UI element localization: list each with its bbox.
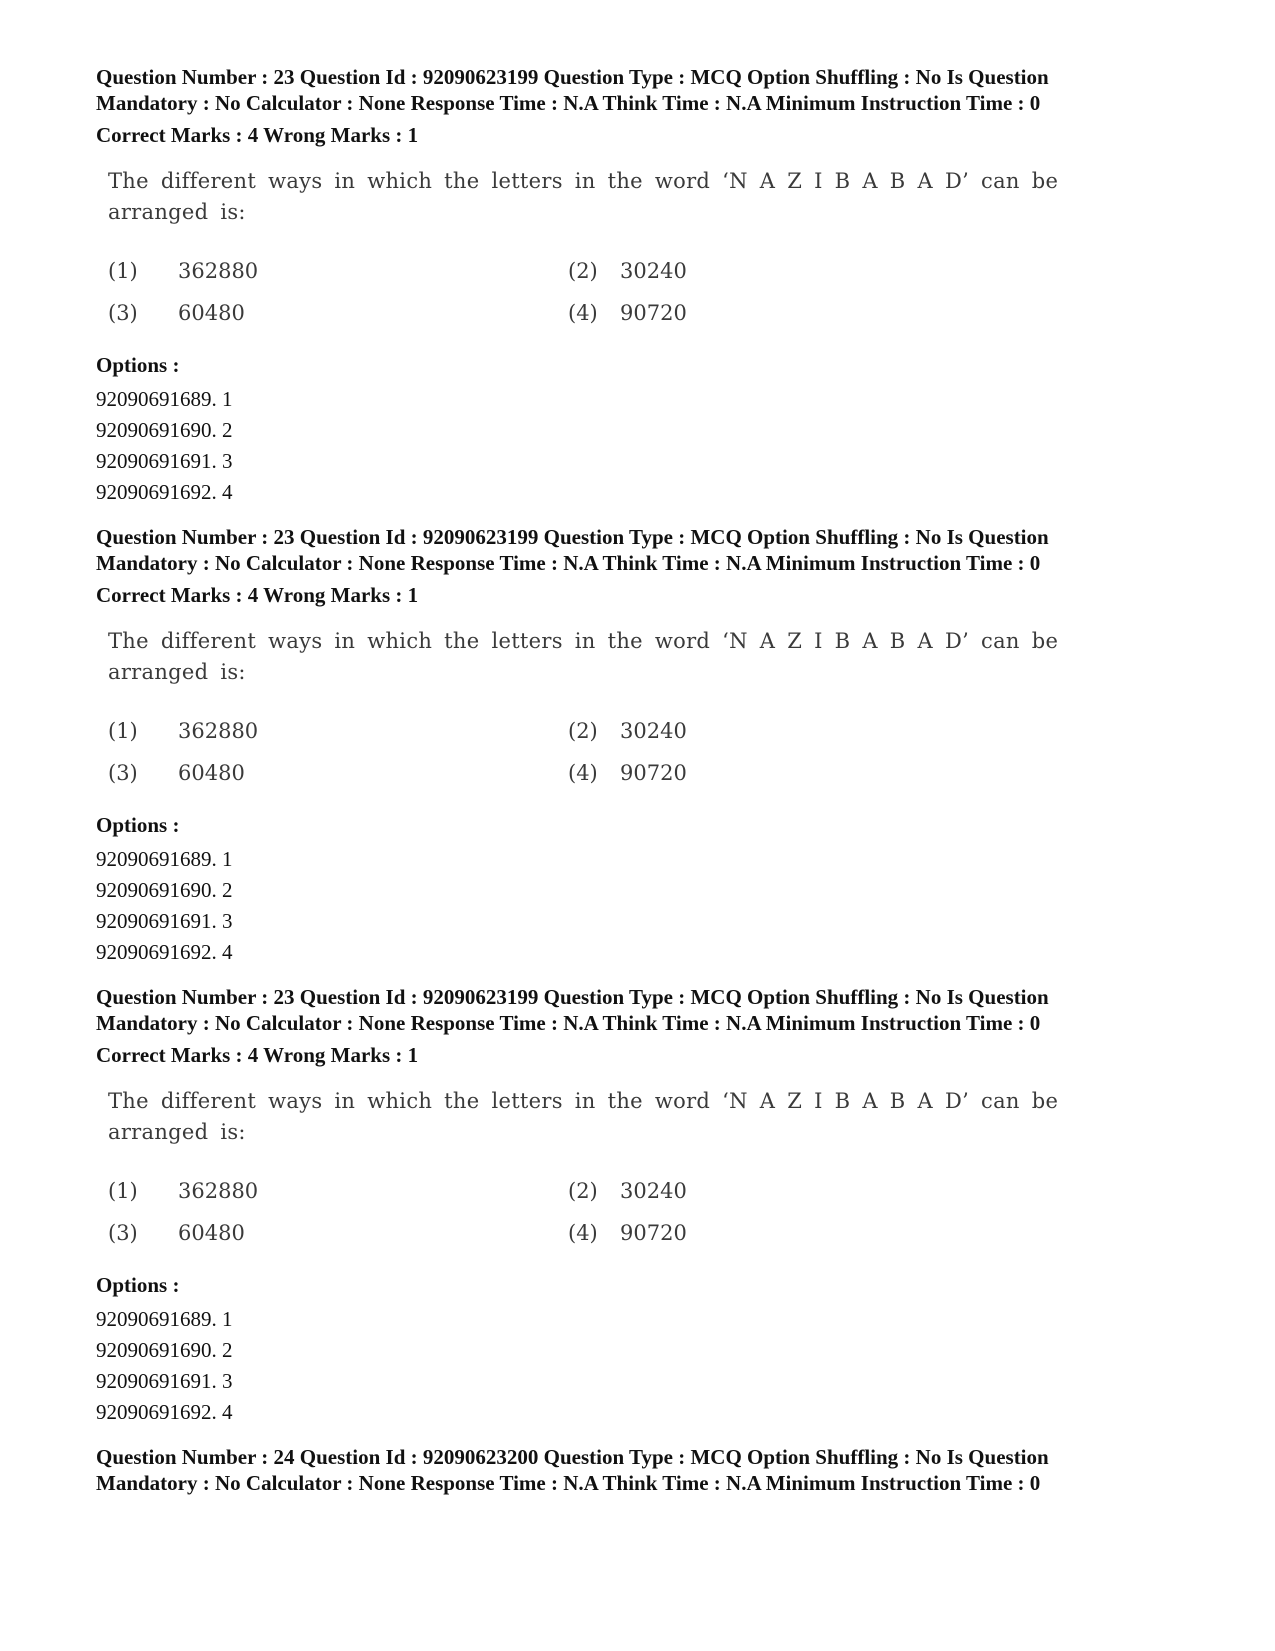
question-marks: Correct Marks : 4 Wrong Marks : 1 bbox=[96, 123, 419, 147]
choice-number: (2) bbox=[568, 719, 598, 743]
choice-value: 90720 bbox=[620, 1221, 687, 1245]
choice-number: (1) bbox=[108, 259, 138, 283]
choice-value: 362880 bbox=[178, 259, 259, 283]
option-item: 92090691692. 4 bbox=[96, 1400, 233, 1424]
choice-number: (2) bbox=[568, 259, 598, 283]
question-meta-line: Mandatory : No Calculator : None Response Time : N.A Think Time : N.A Minimum Instruction Time : 0 bbox=[96, 1011, 1041, 1035]
choice-value: 90720 bbox=[620, 301, 687, 325]
choice-item bbox=[568, 258, 687, 284]
choice-value: 60480 bbox=[178, 1221, 245, 1245]
choice-value: 60480 bbox=[178, 301, 245, 325]
choice-value: 30240 bbox=[620, 1179, 687, 1203]
choice-number: (4) bbox=[568, 1221, 598, 1245]
question-meta-line: Mandatory : No Calculator : None Response Time : N.A Think Time : N.A Minimum Instruction Time : 0 bbox=[96, 91, 1041, 115]
option-item: 92090691690. 2 bbox=[96, 1338, 233, 1362]
options-list bbox=[96, 384, 1206, 508]
choice-item bbox=[108, 1178, 258, 1204]
choice-number: (1) bbox=[108, 719, 138, 743]
question-meta-line: Mandatory : No Calculator : None Response Time : N.A Think Time : N.A Minimum Instruction Time : 0 bbox=[96, 551, 1041, 575]
choice-item bbox=[568, 300, 687, 326]
choice-item bbox=[568, 760, 687, 786]
choice-value: 362880 bbox=[178, 719, 259, 743]
choice-number: (3) bbox=[108, 761, 138, 785]
question-meta-line: Mandatory : No Calculator : None Response Time : N.A Think Time : N.A Minimum Instruction Time : 0 bbox=[96, 1471, 1041, 1495]
question-text: The different ways in which the letters in the word ‘N A Z I B A B A D’ can be arranged is: bbox=[108, 169, 1059, 224]
choice-number: (3) bbox=[108, 1221, 138, 1245]
question-meta-line: Question Number : 24 Question Id : 92090623200 Question Type : MCQ Option Shuffling : No Is Question bbox=[96, 1445, 1049, 1469]
choice-item bbox=[568, 1178, 687, 1204]
question-meta-line: Question Number : 23 Question Id : 92090623199 Question Type : MCQ Option Shuffling : No Is Question bbox=[96, 985, 1049, 1009]
option-item: 92090691689. 1 bbox=[96, 387, 233, 411]
choice-number: (2) bbox=[568, 1179, 598, 1203]
option-item: 92090691691. 3 bbox=[96, 1369, 233, 1393]
option-item: 92090691689. 1 bbox=[96, 1307, 233, 1331]
choice-item bbox=[108, 258, 258, 284]
question-image bbox=[108, 626, 1068, 796]
option-item: 92090691690. 2 bbox=[96, 418, 233, 442]
question-image bbox=[108, 166, 1068, 336]
choice-item bbox=[108, 1220, 245, 1246]
question-marks: Correct Marks : 4 Wrong Marks : 1 bbox=[96, 1043, 419, 1067]
option-item: 92090691692. 4 bbox=[96, 480, 233, 504]
choice-item bbox=[108, 760, 245, 786]
option-item: 92090691692. 4 bbox=[96, 940, 233, 964]
choice-number: (4) bbox=[568, 761, 598, 785]
options-list bbox=[96, 1304, 1206, 1428]
choice-item bbox=[108, 718, 258, 744]
question-block bbox=[96, 524, 1206, 968]
choice-number: (1) bbox=[108, 1179, 138, 1203]
question-meta-line: Question Number : 23 Question Id : 92090623199 Question Type : MCQ Option Shuffling : No Is Question bbox=[96, 525, 1049, 549]
option-item: 92090691689. 1 bbox=[96, 847, 233, 871]
choice-value: 60480 bbox=[178, 761, 245, 785]
choice-number: (3) bbox=[108, 301, 138, 325]
question-meta-line: Question Number : 23 Question Id : 92090623199 Question Type : MCQ Option Shuffling : No Is Question bbox=[96, 65, 1049, 89]
choice-value: 90720 bbox=[620, 761, 687, 785]
choice-value: 30240 bbox=[620, 259, 687, 283]
options-heading: Options : bbox=[96, 353, 180, 377]
options-heading: Options : bbox=[96, 1273, 180, 1297]
question-image bbox=[108, 1086, 1068, 1256]
choice-item bbox=[568, 718, 687, 744]
question-block bbox=[96, 984, 1206, 1428]
options-heading: Options : bbox=[96, 813, 180, 837]
question-text: The different ways in which the letters in the word ‘N A Z I B A B A D’ can be arranged is: bbox=[108, 1089, 1059, 1144]
question-block-next bbox=[96, 1444, 1206, 1496]
choice-item bbox=[108, 300, 245, 326]
question-text: The different ways in which the letters in the word ‘N A Z I B A B A D’ can be arranged is: bbox=[108, 629, 1059, 684]
question-block bbox=[96, 64, 1206, 508]
option-item: 92090691691. 3 bbox=[96, 449, 233, 473]
option-item: 92090691691. 3 bbox=[96, 909, 233, 933]
options-list bbox=[96, 844, 1206, 968]
choice-value: 30240 bbox=[620, 719, 687, 743]
option-item: 92090691690. 2 bbox=[96, 878, 233, 902]
choice-item bbox=[568, 1220, 687, 1246]
choice-value: 362880 bbox=[178, 1179, 259, 1203]
question-marks: Correct Marks : 4 Wrong Marks : 1 bbox=[96, 583, 419, 607]
choice-number: (4) bbox=[568, 301, 598, 325]
